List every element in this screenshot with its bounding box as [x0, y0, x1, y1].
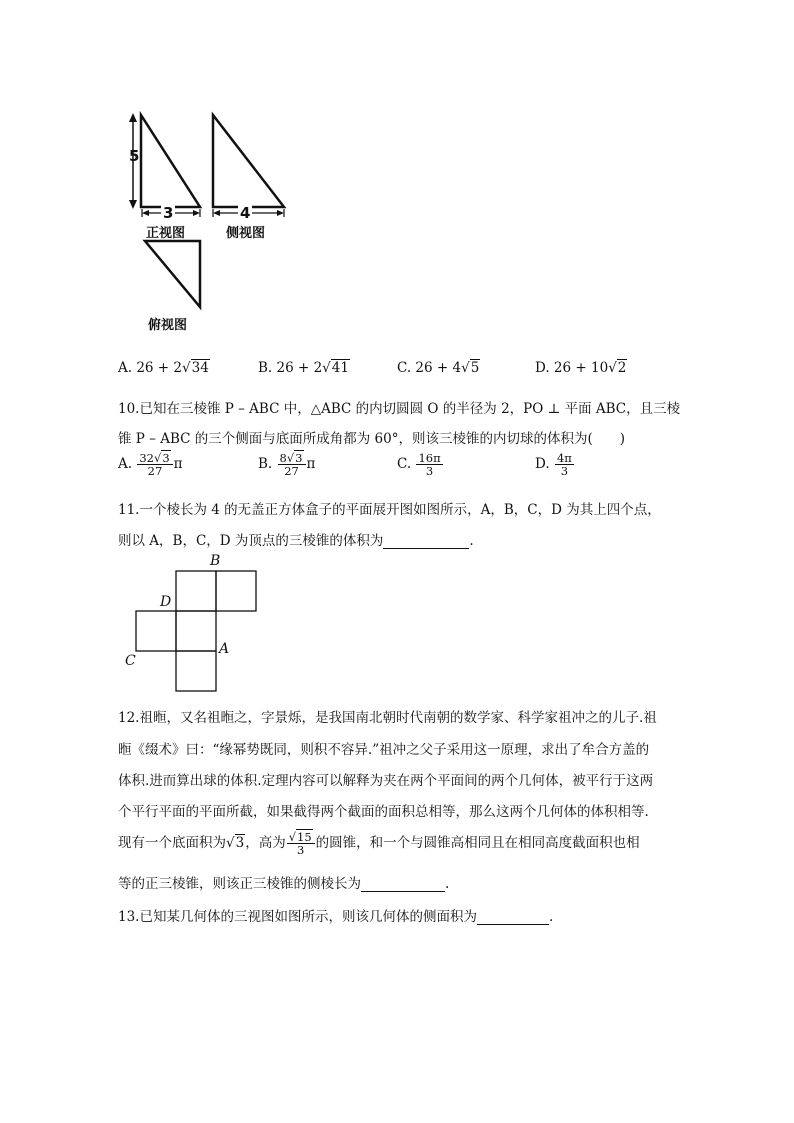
q12-line-2: 暅《缀术》曰：“缘幂势既同，则积不容异.”祖冲之父子采用这一原理，求出了牟合方盖的 [118, 742, 650, 758]
q11-line-2: 则以 A，B，C，D 为顶点的三棱锥的体积为 . [118, 533, 474, 549]
top-view-triangle [145, 241, 200, 307]
q11-answer-blank[interactable] [383, 534, 469, 549]
q9-option-b[interactable]: B. 26 + 2√41 [258, 360, 349, 376]
front-width-label: 3 [163, 204, 174, 222]
net-label-d: D [160, 594, 172, 610]
q10-option-c[interactable]: C. $\frac{16\pi}{3}$ [397, 451, 441, 479]
q12-line-5: 现有一个底面积为√3，高为 $\frac{√15}{3}$ 的圆锥，和一个与圆锥高相同且在相同高度截面积也相 [118, 830, 640, 858]
q12-line-3: 体积.进而算出球的体积.定理内容可以解释为夹在两个平面间的两个几何体，被平行于这两 [118, 773, 654, 789]
q13-answer-blank[interactable] [477, 910, 549, 925]
net-label-b: B [210, 553, 221, 569]
q12-line-4: 个平行平面的平面所截，如果截得两个截面的面积总相等，那么这两个几何体的体积相等. [118, 804, 649, 820]
net-label-a: A [219, 641, 230, 657]
three-view-figure [120, 105, 290, 335]
cube-net-figure [130, 565, 265, 695]
front-view-caption: 正视图 [146, 226, 186, 241]
side-width-label: 4 [240, 204, 251, 222]
top-view-caption: 俯视图 [148, 318, 188, 333]
side-view-triangle [213, 115, 284, 207]
q9-option-a[interactable]: A. 26 + 2√34 [118, 360, 209, 376]
q13-line-1: 13.已知某几何体的三视图如图所示，则该几何体的侧面积为 . [118, 909, 554, 925]
q9-option-c[interactable]: C. 26 + 4√5 [397, 360, 480, 376]
q12-line-6: 等的正三棱锥，则该正三棱锥的侧棱长为 . [118, 876, 450, 892]
q11-line-1: 11.一个棱长为 4 的无盖正方体盒子的平面展开图如图所示，A，B，C，D 为其上四个点， [118, 502, 661, 518]
q10-option-d[interactable]: D. $\frac{4\pi}{3}$ [535, 451, 572, 479]
front-height-label: 5 [129, 147, 140, 165]
q10-option-b[interactable]: B. $\frac{8√3}{27}$ π [258, 451, 316, 479]
q9-option-d[interactable]: D. 26 + 10√2 [535, 360, 627, 376]
q10-line-2: 锥 P – ABC 的三个侧面与底面所成角都为 60°，则该三棱锥的内切球的体积为( ) [118, 431, 626, 447]
q10-line-1: 10.已知在三棱锥 P – ABC 中，△ABC 的内切圆圆 O 的半径为 2，PO ⊥ 平面 ABC，且三棱 [118, 401, 681, 417]
net-label-c: C [125, 653, 136, 669]
front-view-triangle [141, 115, 200, 207]
q12-answer-blank[interactable] [361, 877, 445, 892]
side-view-caption: 侧视图 [226, 226, 266, 241]
q12-line-1: 12.祖暅，又名祖暅之，字景烁，是我国南北朝时代南朝的数学家、科学家祖冲之的儿子.祖 [118, 710, 657, 726]
q10-option-a[interactable]: A. $\frac{32√3}{27}$ π [118, 451, 183, 479]
